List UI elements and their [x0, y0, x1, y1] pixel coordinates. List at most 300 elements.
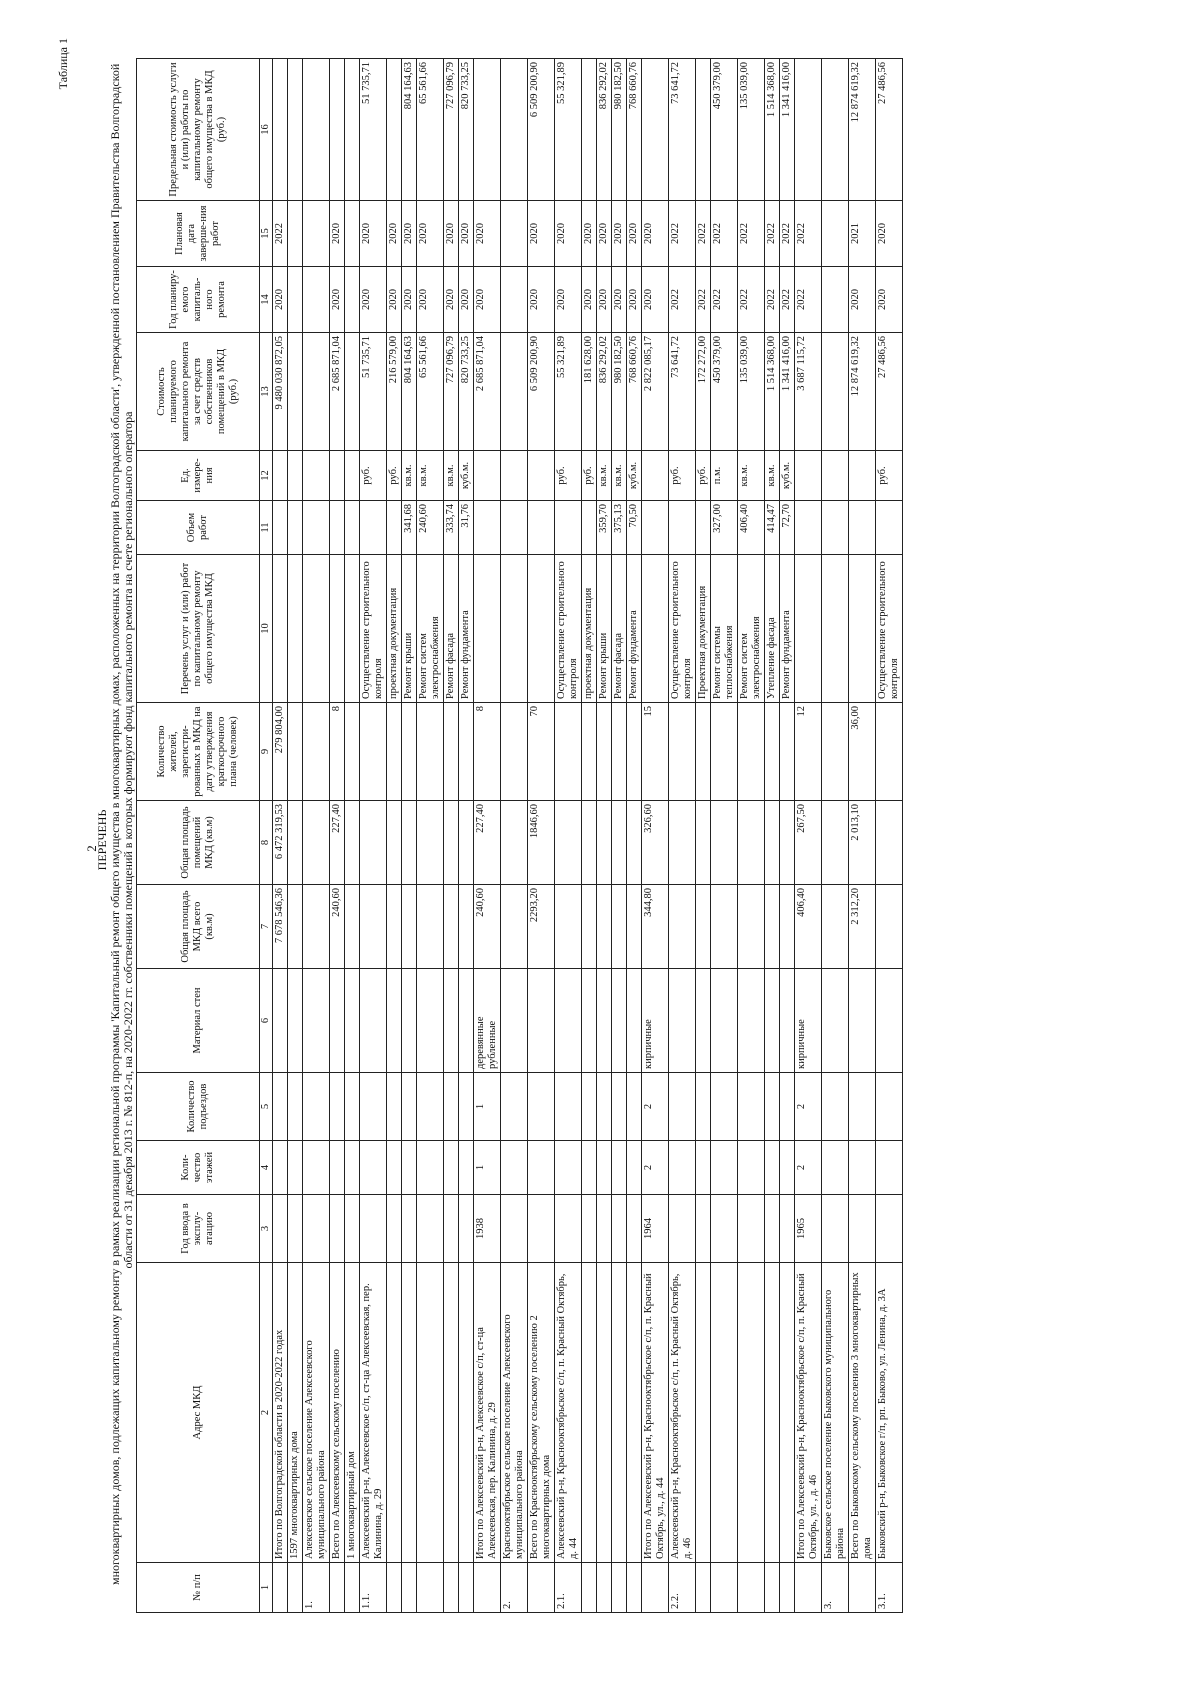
table-cell: 27 486,56 — [876, 333, 903, 451]
table-cell — [555, 1073, 582, 1141]
table-cell: 2293,20 — [528, 885, 555, 969]
table-cell: 1 514 368,00 — [765, 333, 780, 451]
table-row — [501, 59, 528, 1613]
table-row — [738, 59, 765, 1613]
column-number: 4 — [260, 1141, 273, 1195]
table-cell: 1 — [474, 1141, 501, 1195]
column-number: 12 — [260, 451, 273, 501]
table-cell — [849, 555, 876, 703]
table-cell — [669, 969, 696, 1073]
table-cell — [288, 267, 303, 333]
table-cell — [417, 703, 444, 801]
table-cell: 2020 — [597, 267, 612, 333]
table-cell — [501, 801, 528, 885]
table-cell: 240,60 — [474, 885, 501, 969]
table-cell — [822, 703, 849, 801]
document-title — [95, 63, 135, 1585]
repair-list-table — [136, 58, 903, 1613]
table-cell — [669, 501, 696, 555]
table-cell: проектная документация — [387, 555, 402, 703]
table-cell — [822, 801, 849, 885]
table-cell — [444, 1141, 459, 1195]
table-cell — [612, 703, 627, 801]
table-cell — [402, 801, 417, 885]
table-cell: 1597 многоквартирных дома — [288, 1263, 303, 1563]
table-cell: 7 678 546,36 — [273, 885, 288, 969]
table-cell — [711, 885, 738, 969]
table-cell: 2020 — [849, 267, 876, 333]
table-cell: куб.м. — [780, 451, 795, 501]
table-cell — [597, 1563, 612, 1613]
table-cell: Итого по Алексеевский р-н, Краснооктябрьское с/п, п. Красный Октябрь, ул. , д. 46 — [795, 1263, 822, 1563]
table-cell — [330, 969, 345, 1073]
table-cell — [822, 333, 849, 451]
table-cell: руб. — [360, 451, 387, 501]
table-body — [273, 59, 903, 1613]
table-cell — [669, 703, 696, 801]
table-cell: 2 685 871,04 — [474, 333, 501, 451]
table-cell: 2022 — [273, 201, 288, 267]
title-line-1: многоквартирных домов, подлежащих капитальному ремонту в рамках реализации региональной программы 'Капитальный ремонт общего имущества в многоквартирных домах, расположенных на территории Волгоградской области', утвержденной постановлением Правительства Волгоградской — [108, 63, 122, 1585]
table-cell: 1 341 416,00 — [780, 59, 795, 201]
table-cell: 804 164,63 — [402, 59, 417, 201]
table-cell — [345, 333, 360, 451]
table-row — [288, 59, 303, 1613]
table-cell — [711, 703, 738, 801]
table-cell — [696, 1563, 711, 1613]
table-cell: 836 292,02 — [597, 59, 612, 201]
table-cell: Ремонт фасада — [612, 555, 627, 703]
table-cell — [387, 59, 402, 201]
table-cell — [345, 267, 360, 333]
table-cell — [555, 969, 582, 1073]
table-cell — [387, 501, 402, 555]
table-cell — [765, 801, 780, 885]
table-cell — [765, 885, 780, 969]
table-cell — [669, 1195, 696, 1263]
table-cell: 727 096,79 — [444, 59, 459, 201]
table-cell: 2022 — [669, 201, 696, 267]
table-cell — [711, 1073, 738, 1141]
table-cell: 2020 — [528, 267, 555, 333]
table-cell — [738, 1263, 765, 1563]
table-cell — [765, 1263, 780, 1563]
table-cell — [822, 59, 849, 201]
table-cell — [288, 555, 303, 703]
table-cell — [345, 501, 360, 555]
table-cell — [501, 1073, 528, 1141]
table-cell — [474, 501, 501, 555]
table-cell — [444, 1195, 459, 1263]
table-row — [528, 59, 555, 1613]
table-cell — [849, 969, 876, 1073]
table-cell: 2020 — [627, 201, 642, 267]
table-cell: Краснооктябрьское сельское поселение Алексеевского муниципального района — [501, 1263, 528, 1563]
table-cell — [387, 1563, 402, 1613]
table-cell: 414,47 — [765, 501, 780, 555]
table-cell: 2022 — [738, 267, 765, 333]
table-cell: 27 486,56 — [876, 59, 903, 201]
table-cell: Ремонт крыши — [597, 555, 612, 703]
table-cell: Ремонт фундамента — [780, 555, 795, 703]
table-cell — [738, 1141, 765, 1195]
table-cell: куб.м. — [627, 451, 642, 501]
table-cell — [288, 801, 303, 885]
table-cell — [765, 1073, 780, 1141]
table-cell: кв.м. — [402, 451, 417, 501]
table-cell — [501, 1141, 528, 1195]
table-row — [360, 59, 387, 1613]
table-cell — [627, 1563, 642, 1613]
table-cell — [642, 1563, 669, 1613]
column-number: 13 — [260, 333, 273, 451]
table-cell: кирпичные — [642, 969, 669, 1073]
table-cell: 2020 — [444, 201, 459, 267]
table-cell — [303, 451, 330, 501]
table-cell — [642, 451, 669, 501]
table-cell — [612, 969, 627, 1073]
table-cell — [345, 1073, 360, 1141]
table-cell: 980 182,50 — [612, 333, 627, 451]
table-cell — [822, 1073, 849, 1141]
table-cell — [711, 1563, 738, 1613]
table-cell: 406,40 — [795, 885, 822, 969]
table-cell — [387, 703, 402, 801]
table-cell: Утепление фасада — [765, 555, 780, 703]
table-cell — [360, 1073, 387, 1141]
table-cell: 8 — [330, 703, 345, 801]
table-cell: 2 — [795, 1073, 822, 1141]
table-label: Таблица 1 — [56, 38, 70, 90]
table-cell — [288, 451, 303, 501]
table-cell: 15 — [642, 703, 669, 801]
table-cell — [696, 501, 711, 555]
table-cell — [501, 969, 528, 1073]
table-row — [417, 59, 444, 1613]
column-header: Общая площадь МКД всего (кв.м) — [137, 885, 260, 969]
table-cell — [501, 555, 528, 703]
table-cell: 51 735,71 — [360, 333, 387, 451]
table-cell: Итого по Волгоградской области в 2020-2022 годах — [273, 1263, 288, 1563]
table-cell: 2022 — [711, 267, 738, 333]
table-cell — [459, 885, 474, 969]
table-cell: 2020 — [387, 201, 402, 267]
table-cell: Быковский р-н, Быковское г/п, рп. Быково, ул. Ленина, д. 3А — [876, 1263, 903, 1563]
table-cell — [345, 703, 360, 801]
table-cell: 2.1. — [555, 1563, 582, 1613]
table-cell — [849, 1563, 876, 1613]
column-header: Перечень услуг и (или) работ по капитальному ремонту общего имущества МКД — [137, 555, 260, 703]
table-cell — [555, 885, 582, 969]
table-cell — [501, 201, 528, 267]
table-cell — [612, 885, 627, 969]
table-cell: 1 341 416,00 — [780, 333, 795, 451]
table-cell — [765, 1195, 780, 1263]
table-cell — [597, 703, 612, 801]
table-cell — [528, 969, 555, 1073]
table-cell: 450 379,00 — [711, 59, 738, 201]
table-cell — [345, 1195, 360, 1263]
table-cell — [696, 1141, 711, 1195]
column-header: Плановая дата заверше-ния работ — [137, 201, 260, 267]
table-cell — [627, 885, 642, 969]
table-cell — [795, 59, 822, 201]
table-row — [303, 59, 330, 1613]
table-cell — [555, 501, 582, 555]
table-cell — [696, 1263, 711, 1563]
table-cell — [459, 801, 474, 885]
table-cell: 2022 — [795, 201, 822, 267]
table-cell — [303, 501, 330, 555]
table-cell — [696, 801, 711, 885]
table-cell — [303, 333, 330, 451]
table-cell — [459, 1195, 474, 1263]
table-cell — [822, 1195, 849, 1263]
table-cell — [273, 501, 288, 555]
table-row — [555, 59, 582, 1613]
table-cell — [555, 1195, 582, 1263]
table-cell: 73 641,72 — [669, 333, 696, 451]
table-cell — [360, 885, 387, 969]
table-cell — [501, 703, 528, 801]
table-cell — [459, 703, 474, 801]
table-cell — [345, 555, 360, 703]
table-cell — [444, 703, 459, 801]
table-cell — [528, 1073, 555, 1141]
table-cell — [582, 1195, 597, 1263]
table-cell: 267,50 — [795, 801, 822, 885]
table-cell — [597, 1141, 612, 1195]
table-row — [822, 59, 849, 1613]
table-cell — [501, 451, 528, 501]
table-cell — [669, 885, 696, 969]
column-header: Стоимость планируемого капитального ремонта за счет средств собственников помещений в МКД (руб.) — [137, 333, 260, 451]
table-cell: 2020 — [642, 201, 669, 267]
table-cell: 2 312,20 — [849, 885, 876, 969]
table-cell: 2020 — [459, 201, 474, 267]
column-number: 6 — [260, 969, 273, 1073]
table-cell: 820 733,25 — [459, 333, 474, 451]
table-cell: 326,60 — [642, 801, 669, 885]
table-cell: Ремонт фундамента — [459, 555, 474, 703]
table-cell: 172 272,00 — [696, 333, 711, 451]
table-cell — [627, 1263, 642, 1563]
table-cell — [330, 1073, 345, 1141]
table-cell: 3.1. — [876, 1563, 903, 1613]
table-cell: 2020 — [612, 267, 627, 333]
table-cell — [387, 1073, 402, 1141]
table-cell: 3. — [822, 1563, 849, 1613]
table-row — [696, 59, 711, 1613]
table-cell: п.м. — [711, 451, 738, 501]
table-cell: 12 — [795, 703, 822, 801]
table-row — [642, 59, 669, 1613]
table-cell: 2020 — [642, 267, 669, 333]
table-cell: 2020 — [612, 201, 627, 267]
table-cell: 70,50 — [627, 501, 642, 555]
table-cell — [822, 267, 849, 333]
table-cell — [795, 501, 822, 555]
table-cell: 2 — [642, 1141, 669, 1195]
table-cell — [876, 885, 903, 969]
table-cell: Итого по Алексеевский р-н, Алексеевское с/п, ст-ца Алексеевская, пер. Калинина, д. 29 — [474, 1263, 501, 1563]
table-cell: 55 321,89 — [555, 59, 582, 201]
table-cell — [738, 801, 765, 885]
table-cell — [780, 969, 795, 1073]
table-cell: 1.1. — [360, 1563, 387, 1613]
table-cell — [345, 451, 360, 501]
table-cell — [711, 1195, 738, 1263]
table-cell — [738, 1195, 765, 1263]
table-cell — [528, 1195, 555, 1263]
table-cell: руб. — [696, 451, 711, 501]
title-heading: ПЕРЕЧЕНЬ — [95, 809, 109, 871]
table-cell — [474, 555, 501, 703]
table-cell: 3 687 115,72 — [795, 333, 822, 451]
table-cell: руб. — [582, 451, 597, 501]
table-cell: Осуществление строительного контроля — [876, 555, 903, 703]
table-cell — [822, 451, 849, 501]
table-cell — [474, 1563, 501, 1613]
table-cell: 227,40 — [330, 801, 345, 885]
table-cell — [711, 801, 738, 885]
table-cell: деревянные рубленные — [474, 969, 501, 1073]
table-cell: 820 733,25 — [459, 59, 474, 201]
table-cell — [555, 703, 582, 801]
table-cell — [780, 1073, 795, 1141]
table-cell: 804 164,63 — [402, 333, 417, 451]
column-number: 8 — [260, 801, 273, 885]
table-cell: 2 — [642, 1073, 669, 1141]
column-number: 2 — [260, 1263, 273, 1563]
table-cell: 2 — [795, 1141, 822, 1195]
table-cell — [417, 885, 444, 969]
table-cell — [780, 885, 795, 969]
table-cell — [474, 59, 501, 201]
table-row — [627, 59, 642, 1613]
table-cell: 2022 — [765, 201, 780, 267]
table-cell: руб. — [555, 451, 582, 501]
table-cell: 2020 — [402, 267, 417, 333]
table-cell — [582, 1563, 597, 1613]
table-cell: 65 561,66 — [417, 333, 444, 451]
table-cell: 359,70 — [597, 501, 612, 555]
column-number: 9 — [260, 703, 273, 801]
column-header: Материал стен — [137, 969, 260, 1073]
table-cell — [642, 555, 669, 703]
column-number: 5 — [260, 1073, 273, 1141]
table-cell: Осуществление строительного контроля — [669, 555, 696, 703]
table-cell: Ремонт крыши — [402, 555, 417, 703]
table-cell: 6 509 200,90 — [528, 59, 555, 201]
table-cell — [303, 969, 330, 1073]
table-cell: 216 579,00 — [387, 333, 402, 451]
table-cell — [627, 1073, 642, 1141]
table-cell — [738, 703, 765, 801]
table-cell: 2022 — [696, 267, 711, 333]
table-cell: 375,13 — [612, 501, 627, 555]
table-cell: 2020 — [876, 201, 903, 267]
table-cell: 240,60 — [417, 501, 444, 555]
table-cell: 327,00 — [711, 501, 738, 555]
table-cell: 2020 — [474, 201, 501, 267]
table-cell: Алексеевский р-н, Алексеевское с/п, ст-ца Алексеевская, пер. Калинина, д. 29 — [360, 1263, 387, 1563]
table-cell: 1 — [474, 1073, 501, 1141]
table-cell: 450 379,00 — [711, 333, 738, 451]
table-row — [459, 59, 474, 1613]
table-cell — [795, 555, 822, 703]
table-cell — [303, 1141, 330, 1195]
table-cell: 181 628,00 — [582, 333, 597, 451]
table-cell: 2.2. — [669, 1563, 696, 1613]
table-cell: 8 — [474, 703, 501, 801]
table-cell — [612, 1073, 627, 1141]
table-cell — [303, 267, 330, 333]
table-cell: 12 874 619,32 — [849, 333, 876, 451]
table-cell: 768 660,76 — [627, 333, 642, 451]
table-cell: 333,74 — [444, 501, 459, 555]
table-cell — [417, 969, 444, 1073]
table-cell — [459, 1263, 474, 1563]
column-number: 15 — [260, 201, 273, 267]
table-cell — [696, 885, 711, 969]
table-cell — [696, 1073, 711, 1141]
table-cell — [528, 555, 555, 703]
table-row — [345, 59, 360, 1613]
table-cell — [360, 1141, 387, 1195]
table-cell — [528, 501, 555, 555]
table-cell: 55 321,89 — [555, 333, 582, 451]
table-cell — [876, 1141, 903, 1195]
table-cell — [555, 801, 582, 885]
column-number: 1 — [260, 1563, 273, 1613]
table-cell: 768 660,76 — [627, 59, 642, 201]
table-cell — [288, 1073, 303, 1141]
table-cell — [330, 1195, 345, 1263]
table-cell: 279 804,00 — [273, 703, 288, 801]
table-cell: куб.м. — [459, 451, 474, 501]
table-cell — [273, 451, 288, 501]
table-row — [474, 59, 501, 1613]
table-cell: кв.м. — [738, 451, 765, 501]
table-cell: кв.м. — [765, 451, 780, 501]
table-cell — [711, 1263, 738, 1563]
table-cell — [822, 885, 849, 969]
table-cell: 2020 — [360, 267, 387, 333]
table-cell — [582, 1073, 597, 1141]
table-cell: 1846,60 — [528, 801, 555, 885]
table-cell — [765, 969, 780, 1073]
table-cell — [345, 201, 360, 267]
table-cell — [345, 1141, 360, 1195]
table-cell — [582, 501, 597, 555]
table-cell — [822, 501, 849, 555]
table-cell: 1 514 368,00 — [765, 59, 780, 201]
table-cell — [360, 801, 387, 885]
column-number: 14 — [260, 267, 273, 333]
table-cell — [303, 885, 330, 969]
table-cell — [795, 451, 822, 501]
table-cell: 2020 — [417, 201, 444, 267]
table-cell — [642, 59, 669, 201]
table-cell — [738, 1563, 765, 1613]
column-header: Год ввода в эксплу-атацию — [137, 1195, 260, 1263]
column-header: Количество жителей, зарегистри-рованных в МКД на дату утверждения краткосрочного плана (человек) — [137, 703, 260, 801]
table-row — [387, 59, 402, 1613]
table-cell — [642, 501, 669, 555]
table-cell — [330, 1563, 345, 1613]
table-cell — [669, 1141, 696, 1195]
